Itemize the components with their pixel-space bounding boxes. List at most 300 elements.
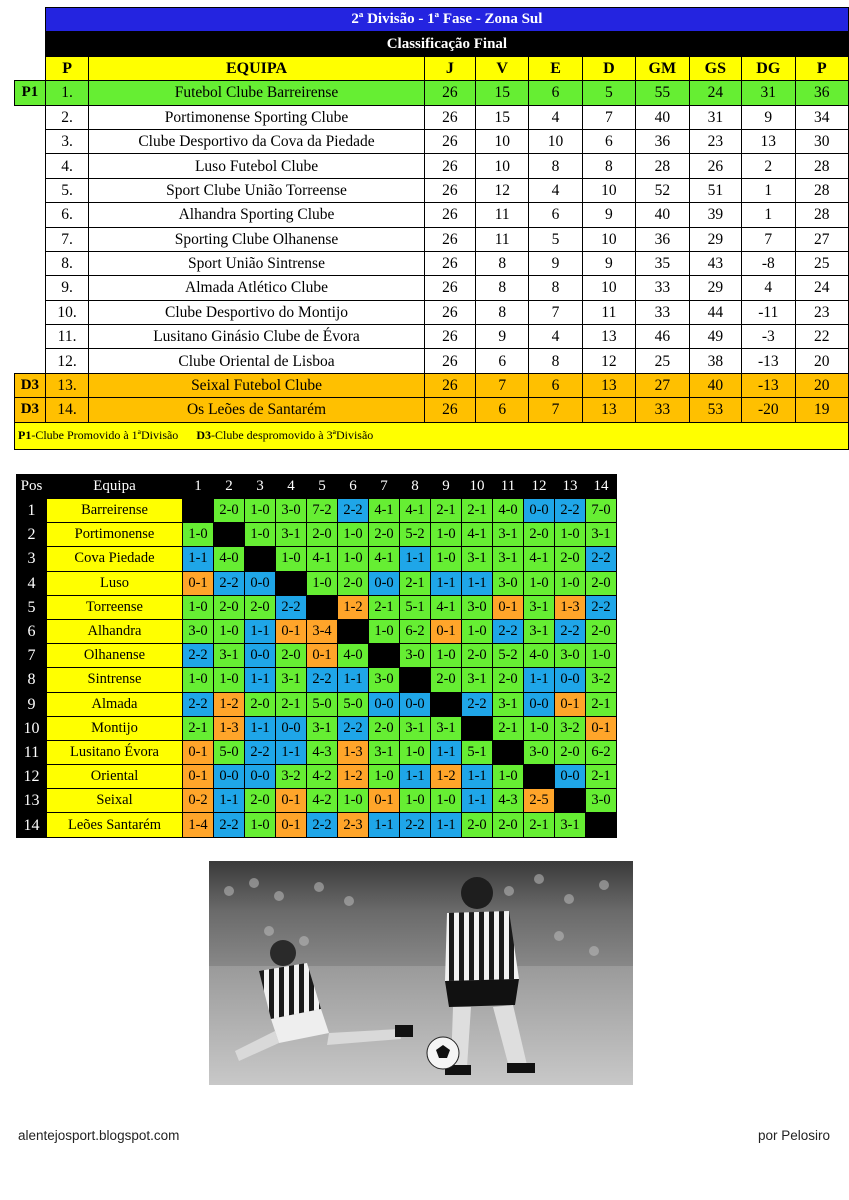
matrix-result-cell: 0-1 xyxy=(307,644,338,668)
standings-cell-played: 26 xyxy=(424,81,475,105)
standings-cell-played: 26 xyxy=(424,105,475,129)
matrix-row-team: Cova Piedade xyxy=(47,547,183,571)
standings-cell-points: 24 xyxy=(795,276,848,300)
matrix-result-cell: 0-2 xyxy=(183,789,214,813)
matrix-result-cell: 1-0 xyxy=(338,523,369,547)
matrix-row-team: Lusitano Évora xyxy=(47,740,183,764)
matrix-result-cell: 2-0 xyxy=(338,571,369,595)
standings-cell-goals-for: 36 xyxy=(636,227,690,251)
standings-cell-team: Clube Oriental de Lisboa xyxy=(89,349,424,373)
standings-cell-wins: 6 xyxy=(476,398,529,422)
matrix-result-cell: 2-0 xyxy=(493,668,524,692)
standings-row xyxy=(15,203,849,227)
matrix-row-team: Oriental xyxy=(47,765,183,789)
matrix-self-cell xyxy=(524,765,555,789)
col-header-goals-against: GS xyxy=(689,56,741,80)
standings-cell-goal-diff: -13 xyxy=(742,373,795,397)
legend-d3-code: D3 xyxy=(196,428,211,443)
matrix-result-cell: 5-0 xyxy=(214,740,245,764)
standings-cell-losses: 12 xyxy=(582,349,635,373)
standings-row xyxy=(15,276,849,300)
matrix-row-team: Almada xyxy=(47,692,183,716)
matrix-result-cell: 3-2 xyxy=(276,765,307,789)
matrix-row xyxy=(17,547,617,571)
matrix-self-cell xyxy=(245,547,276,571)
matrix-result-cell: 2-0 xyxy=(369,716,400,740)
matrix-result-cell: 2-0 xyxy=(431,668,462,692)
match-photo xyxy=(209,861,633,1085)
standings-cell-wins: 8 xyxy=(476,276,529,300)
matrix-result-cell: 1-3 xyxy=(338,740,369,764)
matrix-result-cell: 6-2 xyxy=(400,619,431,643)
standings-cell-draws: 6 xyxy=(529,81,582,105)
standings-cell-goal-diff: 1 xyxy=(742,203,795,227)
standings-row xyxy=(15,81,849,105)
matrix-result-cell: 1-0 xyxy=(338,789,369,813)
matrix-result-cell: 1-0 xyxy=(524,716,555,740)
standings-cell-wins: 12 xyxy=(476,178,529,202)
standings-cell-goals-for: 36 xyxy=(636,129,690,153)
standings-cell-goals-against: 49 xyxy=(689,325,741,349)
matrix-result-cell: 3-0 xyxy=(493,571,524,595)
matrix-result-cell: 2-2 xyxy=(338,499,369,523)
matrix-row-team: Olhanense xyxy=(47,644,183,668)
matrix-row xyxy=(17,789,617,813)
matrix-result-cell: 1-0 xyxy=(307,571,338,595)
matrix-result-cell: 1-4 xyxy=(183,813,214,837)
matrix-self-cell xyxy=(400,668,431,692)
matrix-result-cell: 0-0 xyxy=(555,668,586,692)
matrix-row-team: Torreense xyxy=(47,595,183,619)
matrix-result-cell: 5-0 xyxy=(307,692,338,716)
matrix-row-team: Montijo xyxy=(47,716,183,740)
standings-cell-wins: 8 xyxy=(476,251,529,275)
matrix-row-pos: 14 xyxy=(17,813,47,837)
matrix-result-cell: 3-1 xyxy=(307,716,338,740)
matrix-result-cell: 1-1 xyxy=(431,740,462,764)
matrix-result-cell: 3-0 xyxy=(369,668,400,692)
matrix-col-header: 13 xyxy=(555,475,586,499)
standings-cell-goals-for: 33 xyxy=(636,276,690,300)
matrix-result-cell: 1-1 xyxy=(462,571,493,595)
matrix-row xyxy=(17,523,617,547)
matrix-result-cell: 2-0 xyxy=(245,692,276,716)
matrix-result-cell: 3-1 xyxy=(462,547,493,571)
matrix-result-cell: 1-2 xyxy=(338,595,369,619)
matrix-result-cell: 2-2 xyxy=(307,813,338,837)
standings-cell-team: Lusitano Ginásio Clube de Évora xyxy=(89,325,424,349)
matrix-row xyxy=(17,571,617,595)
matrix-self-cell xyxy=(586,813,617,837)
standings-cell-points: 19 xyxy=(795,398,848,422)
standings-cell-played: 26 xyxy=(424,154,475,178)
matrix-col-header: 7 xyxy=(369,475,400,499)
standings-cell-goals-for: 46 xyxy=(636,325,690,349)
matrix-result-cell: 2-2 xyxy=(493,619,524,643)
matrix-result-cell: 3-2 xyxy=(586,668,617,692)
matrix-result-cell: 1-1 xyxy=(369,813,400,837)
standings-cell-team: Seixal Futebol Clube xyxy=(89,373,424,397)
standings-cell-goal-diff: 2 xyxy=(742,154,795,178)
standings-cell-pos: 6. xyxy=(45,203,89,227)
standings-cell-losses: 7 xyxy=(582,105,635,129)
standings-row xyxy=(15,398,849,422)
standings-row xyxy=(15,105,849,129)
matrix-result-cell: 1-0 xyxy=(183,523,214,547)
matrix-result-cell: 4-1 xyxy=(307,547,338,571)
matrix-result-cell: 0-1 xyxy=(183,740,214,764)
standings-cell-points: 22 xyxy=(795,325,848,349)
matrix-self-cell xyxy=(338,619,369,643)
matrix-result-cell: 1-0 xyxy=(431,789,462,813)
matrix-result-cell: 2-1 xyxy=(493,716,524,740)
standings-cell-goal-diff: -13 xyxy=(742,349,795,373)
matrix-col-header: 5 xyxy=(307,475,338,499)
standings-cell-goals-against: 29 xyxy=(689,276,741,300)
matrix-result-cell: 2-0 xyxy=(462,813,493,837)
matrix-result-cell: 3-1 xyxy=(214,644,245,668)
standings-row xyxy=(15,349,849,373)
standings-cell-draws: 4 xyxy=(529,178,582,202)
matrix-result-cell: 3-0 xyxy=(555,644,586,668)
standings-cell-goals-for: 25 xyxy=(636,349,690,373)
matrix-result-cell: 2-2 xyxy=(555,619,586,643)
matrix-result-cell: 2-1 xyxy=(586,692,617,716)
standings-cell-goal-diff: 13 xyxy=(742,129,795,153)
standings-cell-team: Sporting Clube Olhanense xyxy=(89,227,424,251)
standings-cell-goals-against: 51 xyxy=(689,178,741,202)
matrix-self-cell xyxy=(276,571,307,595)
matrix-result-cell: 2-0 xyxy=(276,644,307,668)
matrix-self-cell xyxy=(493,740,524,764)
matrix-result-cell: 3-1 xyxy=(400,716,431,740)
standings-cell-wins: 11 xyxy=(476,227,529,251)
matrix-result-cell: 0-0 xyxy=(245,765,276,789)
standings-cell-goals-against: 43 xyxy=(689,251,741,275)
standings-cell-team: Futebol Clube Barreirense xyxy=(89,81,424,105)
col-header-team: EQUIPA xyxy=(89,56,424,80)
standings-cell-goal-diff: 4 xyxy=(742,276,795,300)
status-tag: D3 xyxy=(15,398,46,422)
matrix-result-cell: 1-0 xyxy=(214,619,245,643)
matrix-result-cell: 1-0 xyxy=(586,644,617,668)
standings-cell-draws: 5 xyxy=(529,227,582,251)
standings-cell-draws: 6 xyxy=(529,373,582,397)
matrix-result-cell: 1-0 xyxy=(431,523,462,547)
matrix-result-cell: 3-2 xyxy=(555,716,586,740)
matrix-row-pos: 3 xyxy=(17,547,47,571)
matrix-result-cell: 4-0 xyxy=(214,547,245,571)
matrix-result-cell: 5-2 xyxy=(400,523,431,547)
matrix-result-cell: 1-0 xyxy=(400,789,431,813)
matrix-row xyxy=(17,619,617,643)
standings-cell-draws: 8 xyxy=(529,276,582,300)
standings-cell-pos: 9. xyxy=(45,276,89,300)
matrix-result-cell: 1-0 xyxy=(524,571,555,595)
standings-cell-pos: 14. xyxy=(45,398,89,422)
col-header-played: J xyxy=(424,56,475,80)
matrix-result-cell: 4-1 xyxy=(462,523,493,547)
matrix-result-cell: 2-1 xyxy=(183,716,214,740)
matrix-result-cell: 2-0 xyxy=(214,499,245,523)
matrix-result-cell: 5-1 xyxy=(400,595,431,619)
matrix-result-cell: 3-1 xyxy=(369,740,400,764)
matrix-result-cell: 0-0 xyxy=(245,571,276,595)
col-header-draws: E xyxy=(529,56,582,80)
standings-cell-goals-for: 52 xyxy=(636,178,690,202)
matrix-result-cell: 1-3 xyxy=(214,716,245,740)
matrix-row-pos: 7 xyxy=(17,644,47,668)
standings-cell-goals-against: 29 xyxy=(689,227,741,251)
matrix-result-cell: 4-1 xyxy=(524,547,555,571)
matrix-row-team: Sintrense xyxy=(47,668,183,692)
matrix-result-cell: 2-2 xyxy=(586,595,617,619)
matrix-result-cell: 2-0 xyxy=(586,619,617,643)
matrix-result-cell: 5-1 xyxy=(462,740,493,764)
standings-cell-goals-for: 40 xyxy=(636,203,690,227)
standings-cell-goals-for: 33 xyxy=(636,398,690,422)
matrix-result-cell: 3-1 xyxy=(586,523,617,547)
matrix-result-cell: 4-0 xyxy=(493,499,524,523)
standings-cell-played: 26 xyxy=(424,251,475,275)
standings-cell-goal-diff: -3 xyxy=(742,325,795,349)
standings-cell-played: 26 xyxy=(424,129,475,153)
standings-cell-pos: 8. xyxy=(45,251,89,275)
matrix-result-cell: 3-0 xyxy=(462,595,493,619)
matrix-result-cell: 2-0 xyxy=(586,571,617,595)
matrix-result-cell: 0-1 xyxy=(586,716,617,740)
standings-cell-pos: 7. xyxy=(45,227,89,251)
matrix-result-cell: 1-1 xyxy=(431,813,462,837)
matrix-result-cell: 4-3 xyxy=(307,740,338,764)
standings-cell-goals-against: 23 xyxy=(689,129,741,153)
matrix-team-header: Equipa xyxy=(47,475,183,499)
standings-cell-wins: 10 xyxy=(476,154,529,178)
standings-cell-played: 26 xyxy=(424,203,475,227)
matrix-result-cell: 1-1 xyxy=(214,789,245,813)
matrix-result-cell: 4-1 xyxy=(400,499,431,523)
matrix-header-row xyxy=(17,475,617,499)
matrix-result-cell: 1-1 xyxy=(183,547,214,571)
standings-cell-draws: 7 xyxy=(529,300,582,324)
standings-cell-pos: 13. xyxy=(45,373,89,397)
matrix-result-cell: 1-0 xyxy=(493,765,524,789)
matrix-result-cell: 0-1 xyxy=(276,789,307,813)
standings-row xyxy=(15,300,849,324)
standings-cell-losses: 13 xyxy=(582,373,635,397)
matrix-result-cell: 2-2 xyxy=(338,716,369,740)
col-header-position: P xyxy=(45,56,89,80)
standings-cell-draws: 10 xyxy=(529,129,582,153)
standings-cell-pos: 11. xyxy=(45,325,89,349)
matrix-result-cell: 3-0 xyxy=(586,789,617,813)
standings-cell-goals-against: 31 xyxy=(689,105,741,129)
col-header-goals-for: GM xyxy=(636,56,690,80)
matrix-result-cell: 0-0 xyxy=(400,692,431,716)
matrix-result-cell: 0-0 xyxy=(555,765,586,789)
matrix-result-cell: 2-0 xyxy=(369,523,400,547)
matrix-result-cell: 3-0 xyxy=(276,499,307,523)
standings-table xyxy=(14,7,849,450)
standings-cell-goals-against: 24 xyxy=(689,81,741,105)
author-credit: por Pelosiro xyxy=(757,1128,830,1143)
matrix-row-team: Barreirense xyxy=(47,499,183,523)
standings-header-row xyxy=(15,56,849,80)
standings-row xyxy=(15,325,849,349)
standings-cell-wins: 15 xyxy=(476,81,529,105)
matrix-result-cell: 1-0 xyxy=(245,523,276,547)
blog-url[interactable]: alentejosport.blogspot.com xyxy=(18,1128,180,1143)
matrix-self-cell xyxy=(307,595,338,619)
matrix-result-cell: 5-2 xyxy=(493,644,524,668)
matrix-row-pos: 13 xyxy=(17,789,47,813)
standings-cell-draws: 9 xyxy=(529,251,582,275)
standings-cell-goals-for: 35 xyxy=(636,251,690,275)
matrix-result-cell: 4-1 xyxy=(431,595,462,619)
matrix-result-cell: 5-0 xyxy=(338,692,369,716)
matrix-col-header: 8 xyxy=(400,475,431,499)
matrix-result-cell: 3-1 xyxy=(276,523,307,547)
matrix-result-cell: 3-0 xyxy=(400,644,431,668)
standings-cell-points: 30 xyxy=(795,129,848,153)
match-photo-graphic xyxy=(209,861,633,1085)
matrix-result-cell: 0-1 xyxy=(276,813,307,837)
matrix-self-cell xyxy=(183,499,214,523)
matrix-result-cell: 2-1 xyxy=(400,571,431,595)
standings-cell-goal-diff: 9 xyxy=(742,105,795,129)
matrix-result-cell: 1-0 xyxy=(245,813,276,837)
matrix-result-cell: 2-0 xyxy=(245,789,276,813)
standings-cell-pos: 4. xyxy=(45,154,89,178)
matrix-result-cell: 0-0 xyxy=(369,571,400,595)
standings-cell-goal-diff: 7 xyxy=(742,227,795,251)
matrix-result-cell: 2-2 xyxy=(400,813,431,837)
matrix-result-cell: 1-0 xyxy=(245,499,276,523)
matrix-row-team: Leões Santarém xyxy=(47,813,183,837)
standings-cell-pos: 1. xyxy=(45,81,89,105)
matrix-self-cell xyxy=(214,523,245,547)
matrix-result-cell: 2-0 xyxy=(462,644,493,668)
standings-cell-goal-diff: 1 xyxy=(742,178,795,202)
matrix-result-cell: 2-2 xyxy=(245,740,276,764)
matrix-result-cell: 0-1 xyxy=(183,571,214,595)
matrix-row-pos: 5 xyxy=(17,595,47,619)
matrix-result-cell: 1-2 xyxy=(214,692,245,716)
matrix-result-cell: 4-3 xyxy=(493,789,524,813)
matrix-result-cell: 1-0 xyxy=(183,668,214,692)
legend-d3-text: -Clube despromovido à 3ªDivisão xyxy=(210,428,374,443)
matrix-result-cell: 1-0 xyxy=(369,619,400,643)
matrix-result-cell: 4-2 xyxy=(307,765,338,789)
matrix-row xyxy=(17,740,617,764)
matrix-result-cell: 1-0 xyxy=(462,619,493,643)
matrix-result-cell: 2-0 xyxy=(214,595,245,619)
matrix-result-cell: 1-1 xyxy=(431,571,462,595)
matrix-row-pos: 4 xyxy=(17,571,47,595)
standings-cell-draws: 6 xyxy=(529,203,582,227)
matrix-result-cell: 1-3 xyxy=(555,595,586,619)
matrix-result-cell: 2-0 xyxy=(245,595,276,619)
matrix-result-cell: 1-1 xyxy=(400,765,431,789)
matrix-row-pos: 10 xyxy=(17,716,47,740)
standings-subtitle: Classificação Final xyxy=(45,32,848,56)
standings-cell-draws: 8 xyxy=(529,154,582,178)
standings-cell-goal-diff: -20 xyxy=(742,398,795,422)
matrix-result-cell: 2-5 xyxy=(524,789,555,813)
matrix-result-cell: 1-1 xyxy=(245,716,276,740)
matrix-row xyxy=(17,813,617,837)
standings-row xyxy=(15,251,849,275)
matrix-result-cell: 0-0 xyxy=(245,644,276,668)
standings-cell-goals-for: 27 xyxy=(636,373,690,397)
standings-cell-team: Almada Atlético Clube xyxy=(89,276,424,300)
matrix-row-team: Seixal xyxy=(47,789,183,813)
standings-cell-losses: 10 xyxy=(582,227,635,251)
matrix-result-cell: 2-1 xyxy=(431,499,462,523)
matrix-self-cell xyxy=(555,789,586,813)
standings-cell-goals-for: 28 xyxy=(636,154,690,178)
matrix-row-pos: 11 xyxy=(17,740,47,764)
matrix-row xyxy=(17,595,617,619)
matrix-result-cell: 2-2 xyxy=(214,571,245,595)
standings-cell-played: 26 xyxy=(424,300,475,324)
matrix-result-cell: 2-2 xyxy=(307,668,338,692)
standings-cell-goals-against: 40 xyxy=(689,373,741,397)
standings-cell-goals-for: 40 xyxy=(636,105,690,129)
matrix-result-cell: 7-2 xyxy=(307,499,338,523)
standings-cell-team: Clube Desportivo da Cova da Piedade xyxy=(89,129,424,153)
matrix-result-cell: 1-1 xyxy=(338,668,369,692)
matrix-result-cell: 4-2 xyxy=(307,789,338,813)
status-tag: D3 xyxy=(15,373,46,397)
matrix-result-cell: 2-1 xyxy=(369,595,400,619)
standings-cell-losses: 8 xyxy=(582,154,635,178)
standings-cell-played: 26 xyxy=(424,373,475,397)
matrix-result-cell: 2-2 xyxy=(276,595,307,619)
matrix-result-cell: 1-0 xyxy=(183,595,214,619)
matrix-result-cell: 3-0 xyxy=(524,740,555,764)
matrix-result-cell: 2-2 xyxy=(183,692,214,716)
matrix-row-pos: 12 xyxy=(17,765,47,789)
matrix-row-team: Luso xyxy=(47,571,183,595)
matrix-result-cell: 1-1 xyxy=(276,740,307,764)
legend-p1-text: -Clube Promovido à 1ªDivisão xyxy=(31,428,179,443)
standings-cell-team: Luso Futebol Clube xyxy=(89,154,424,178)
standings-cell-team: Alhandra Sporting Clube xyxy=(89,203,424,227)
matrix-result-cell: 3-1 xyxy=(462,668,493,692)
standings-cell-points: 20 xyxy=(795,373,848,397)
matrix-self-cell xyxy=(431,692,462,716)
standings-cell-wins: 7 xyxy=(476,373,529,397)
standings-row xyxy=(15,154,849,178)
standings-cell-points: 23 xyxy=(795,300,848,324)
matrix-row-pos: 2 xyxy=(17,523,47,547)
matrix-result-cell: 1-0 xyxy=(214,668,245,692)
standings-cell-losses: 9 xyxy=(582,251,635,275)
matrix-row xyxy=(17,668,617,692)
standings-cell-wins: 15 xyxy=(476,105,529,129)
matrix-result-cell: 1-1 xyxy=(245,619,276,643)
matrix-result-cell: 1-2 xyxy=(338,765,369,789)
matrix-row-pos: 1 xyxy=(17,499,47,523)
matrix-result-cell: 2-1 xyxy=(462,499,493,523)
standings-cell-wins: 6 xyxy=(476,349,529,373)
standings-cell-draws: 7 xyxy=(529,398,582,422)
matrix-result-cell: 3-4 xyxy=(307,619,338,643)
matrix-result-cell: 3-1 xyxy=(524,619,555,643)
matrix-result-cell: 4-1 xyxy=(369,499,400,523)
matrix-result-cell: 2-2 xyxy=(462,692,493,716)
